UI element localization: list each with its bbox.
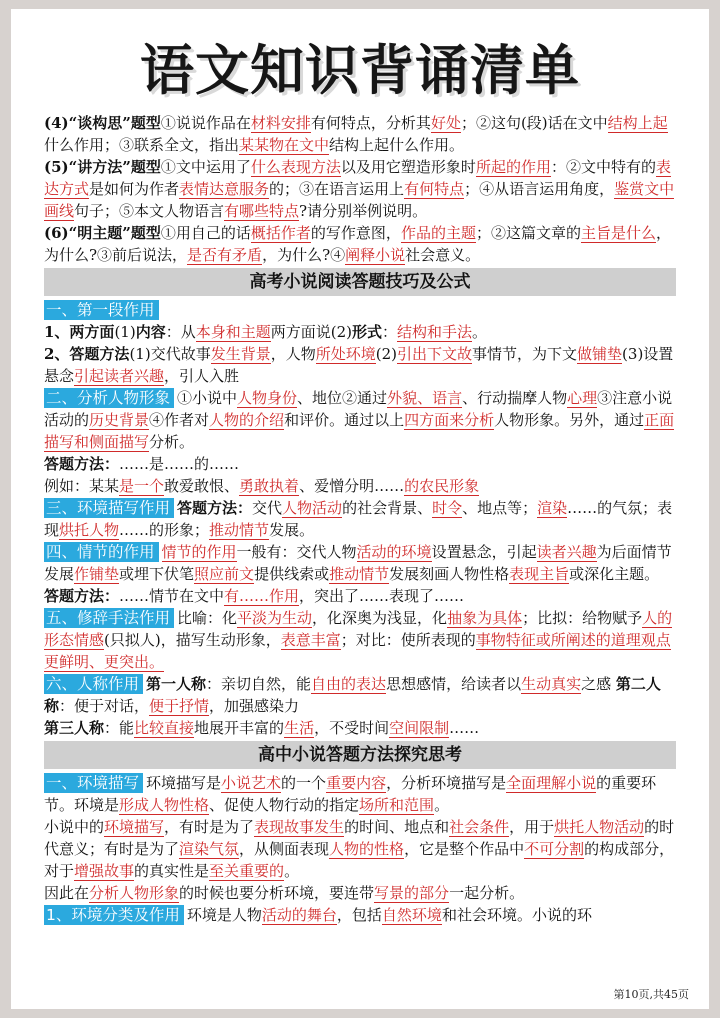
section-first-paragraph-tag <box>44 299 676 321</box>
keyword: 情节的作用 <box>161 543 237 561</box>
section-tag: 三、环境描写作用 <box>44 498 174 518</box>
keyword: 鉴赏文中画线 <box>44 180 675 220</box>
q4-label: (4)“谈构思”题型 <box>44 114 161 132</box>
keyword: 好处 <box>430 114 461 132</box>
keyword: 形成人物性格 <box>119 796 210 814</box>
keyword: 发生背景 <box>210 345 271 363</box>
keyword: 重要内容 <box>326 774 387 792</box>
keyword: 场所和范围 <box>359 796 435 814</box>
keyword: 渲染气氛 <box>179 840 240 858</box>
keyword: 表情达意服务 <box>179 180 270 198</box>
keyword: 平淡为生动 <box>237 609 313 627</box>
rhetoric-paragraph: 五、修辞手法作用 比喻：化平淡为生动，化深奥为浅显，化抽象为具体；比拟：给物赋予人的形态情感(只拟人)，描写生动形象，表意丰富；对比：使所表现的事物特征或所阐述的道理观点更鲜明、更突出。 <box>44 609 673 671</box>
keyword: 表达方式 <box>44 158 671 198</box>
section-tag: 四、情节的作用 <box>44 542 159 562</box>
paragraph-q4: (4)“谈构思”题型①说说作品在材料安排有何特点，分析其好处；②这句(段)话在文中结构上起什么作用；③联系全文，指出某某物在文中结构上起什么作用。 <box>44 114 668 154</box>
keyword: 结构和手法 <box>397 323 473 341</box>
keyword: 人的形态情感 <box>44 609 673 649</box>
plot-answer-line: 答题方法：……情节在文中有……作用，突出了……表现了…… <box>44 587 465 605</box>
keyword: 推动情节 <box>209 521 270 539</box>
keyword: 烘托人物活动 <box>554 818 645 836</box>
keyword: 正面描写和侧面描写 <box>44 411 675 451</box>
keyword: 社会条件 <box>449 818 510 836</box>
keyword: 心理 <box>567 389 598 407</box>
environment-paragraph-2: 小说中的环境描写，有时是为了表现故事发生的时间、地点和社会条件，用于烘托人物活动的时代意义；有时是为了渲染气氛，从侧面表现人物的性格，它是整个作品中不可分割的构成部分，对于增强故事的真实性是至关重要的。 <box>44 818 675 880</box>
page-number: 第10页,共45页 <box>613 988 689 1001</box>
section-tag: 六、人称作用 <box>44 674 143 694</box>
page-title: 语文知识背诵清单 <box>140 39 580 102</box>
first-paragraph-line-2: 2、答题方法(1)交代故事发生背景，人物所处环境(2)引出下文故事情节，为下文做铺垫(3)设置悬念引起读者兴趣，引人入胜 <box>44 345 674 385</box>
keyword: 空间限制 <box>389 719 450 737</box>
keyword: 四方面来分析 <box>404 411 495 429</box>
keyword: 表现主旨 <box>509 565 570 583</box>
keyword: 是一个 <box>119 477 165 495</box>
keyword: 某某物在文中 <box>239 136 330 154</box>
keyword: 引出下文故 <box>397 345 473 363</box>
keyword: 小说艺术 <box>221 774 282 792</box>
plot-function-paragraph: 四、情节的作用 情节的作用一般有：交代人物活动的环境设置悬念，引起读者兴趣为后面情节发展作铺垫或埋下伏笔照应前文提供线索或推动情节发展刻画人物性格表现主旨或深化主题。 <box>44 543 672 583</box>
keyword: 活动的环境 <box>356 543 432 561</box>
keyword: 至关重要的 <box>209 862 285 880</box>
keyword: 时令 <box>432 499 463 517</box>
keyword: 表意丰富 <box>280 631 341 649</box>
keyword: 事物特征或所阐述的道理观点更鲜明、更突出。 <box>44 631 671 671</box>
keyword: 有哪些特点 <box>224 202 300 220</box>
document-body <box>44 112 676 926</box>
keyword: 渲染 <box>537 499 568 517</box>
keyword: 外貌、语言 <box>387 389 463 407</box>
keyword: 做铺垫 <box>577 345 623 363</box>
answer-method-line: 答题方法：……是……的…… <box>44 455 240 473</box>
keyword: 结构上起 <box>607 114 668 132</box>
keyword: 人物的性格 <box>329 840 405 858</box>
first-paragraph-line-1: 1、两方面(1)内容：从本身和主题两方面说(2)形式：结构和手法。 <box>44 323 488 341</box>
keyword: 什么表现方法 <box>250 158 341 176</box>
character-analysis-paragraph: 二、分析人物形象 ①小说中人物身份、地位②通过外貌、语言、行动揣摩人物心理③注意小说活动的历史背景④作者对人物的介绍和评价。通过以上四方面来分析人物形象。另外，通过正面描写和侧面描写分析。 <box>44 389 675 451</box>
q6-label: (6)“明主题”题型 <box>44 224 161 242</box>
keyword: 抽象为具体 <box>447 609 523 627</box>
keyword: 有何特点 <box>404 180 465 198</box>
keyword: 表现故事发生 <box>254 818 345 836</box>
environment-paragraph-1: 一、环境描写 环境描写是小说艺术的一个重要内容，分析环境描写是全面理解小说的重要环节。环境是形成人物性格、促使人物行动的指定场所和范围。 <box>44 774 657 814</box>
keyword: 自然环境 <box>381 906 442 924</box>
keyword: 概括作者 <box>250 224 311 242</box>
section-tag: 五、修辞手法作用 <box>44 608 174 628</box>
keyword: 人物的介绍 <box>209 411 285 429</box>
paragraph-q5: (5)“讲方法”题型①文中运用了什么表现方法以及用它塑造形象时所起的作用：②文中特有的表达方式是如何为作者表情达意服务的；③在语言运用上有何特点；④从语言运用角度，鉴赏文中画线句子；⑤本文人物语言有哪些特点?请分别举例说明。 <box>44 158 675 220</box>
keyword: 环境描写 <box>104 818 165 836</box>
keyword: 全面理解小说 <box>506 774 597 792</box>
section-tag: 二、分析人物形象 <box>44 388 174 408</box>
keyword: 不可分割 <box>524 840 585 858</box>
keyword: 引起读者兴趣 <box>74 367 165 385</box>
keyword: 生活 <box>284 719 315 737</box>
keyword: 历史背景 <box>89 411 150 429</box>
example-line: 例如：某某是一个敢爱敢恨、勇敢执着、爱憎分明……的农民形象 <box>44 477 480 495</box>
environment-paragraph-3: 因此在分析人物形象的时候也要分析环境，要连带写景的部分一起分析。 <box>44 884 525 902</box>
section-tag: 1、环境分类及作用 <box>44 905 184 925</box>
keyword: 主旨是什么 <box>580 224 656 242</box>
section-tag: 一、第一段作用 <box>44 300 159 320</box>
keyword: 分析人物形象 <box>89 884 180 902</box>
keyword: 的农民形象 <box>404 477 480 495</box>
keyword: 是否有矛盾 <box>187 246 263 264</box>
q5-label: (5)“讲方法”题型 <box>44 158 161 176</box>
paragraph-q6: (6)“明主题”题型①用自己的话概括作者的写作意图，作品的主题；②这篇文章的主旨是什么，为什么?③前后说法，是否有矛盾，为什么?④阐释小说社会意义。 <box>44 224 671 264</box>
keyword: 本身和主题 <box>195 323 271 341</box>
keyword: 人物活动 <box>282 499 343 517</box>
keyword: 人物身份 <box>237 389 298 407</box>
keyword: 所起的作用 <box>475 158 551 176</box>
document-page <box>11 9 709 1009</box>
keyword: 推动情节 <box>329 565 390 583</box>
keyword: 所处环境 <box>315 345 376 363</box>
environment-description-paragraph: 三、环境描写作用 答题方法：交代人物活动的社会背景、时令、地点等；渲染……的气氛；表现烘托人物……的形象；推动情节发展。 <box>44 499 673 539</box>
keyword: 照应前文 <box>194 565 255 583</box>
keyword: 增强故事 <box>74 862 135 880</box>
keyword: 写景的部分 <box>374 884 450 902</box>
keyword: 阐释小说 <box>345 246 406 264</box>
environment-classification-paragraph: 1、环境分类及作用 环境是人物活动的舞台，包括自然环境和社会环境。小说的环 <box>46 906 592 924</box>
section-band-gaokao: 高考小说阅读答题技巧及公式 <box>44 268 676 296</box>
keyword: 作铺垫 <box>74 565 120 583</box>
section-band-highschool: 高中小说答题方法探究思考 <box>44 741 676 769</box>
section-tag: 一、环境描写 <box>44 773 143 793</box>
keyword: 材料安排 <box>250 114 311 132</box>
keyword: 读者兴趣 <box>536 543 597 561</box>
keyword: 比较直接 <box>134 719 195 737</box>
keyword: 有……作用 <box>224 587 300 605</box>
keyword: 生动真实 <box>521 675 582 693</box>
keyword: 便于抒情 <box>149 697 210 715</box>
third-person-line: 第三人称：能比较直接地展开丰富的生活，不受时间空间限制…… <box>44 719 480 737</box>
narrative-person-paragraph: 六、人称作用 第一人称：亲切自然，能自由的表达思想感情，给读者以生动真实之感 第二人称：便于对话，便于抒情，加强感染力 <box>44 675 661 715</box>
keyword: 作品的主题 <box>400 224 476 242</box>
keyword: 自由的表达 <box>311 675 387 693</box>
keyword: 勇敢执着 <box>239 477 300 495</box>
keyword: 烘托人物 <box>59 521 120 539</box>
keyword: 活动的舞台 <box>261 906 337 924</box>
